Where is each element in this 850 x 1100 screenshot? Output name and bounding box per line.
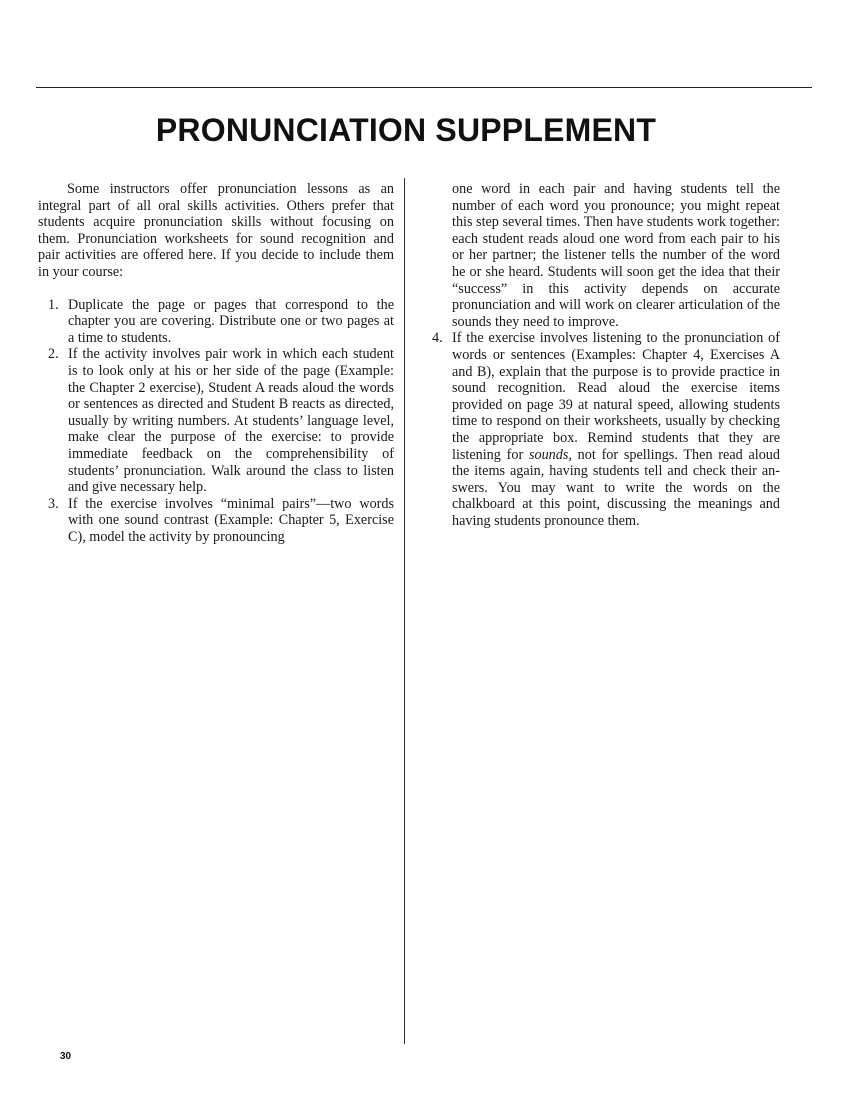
list-item — [422, 330, 780, 529]
right-column — [422, 181, 780, 529]
instruction-list-continued — [422, 330, 780, 529]
column-divider — [404, 178, 405, 1044]
list-item-text-part: If the exercise involves listening to the pronunciation of words or sentences (Examples: Chapter 4, Exercises A and B), explain that the purpose is to provide practice in sound recognition. Read aloud the exercise items provided on page 39 at natural speed, allowing students time to respond on their worksheets, usually by checking the appropriate box. Remind students that they are listening for — [452, 330, 780, 463]
list-item-number: 3. — [48, 495, 59, 512]
paragraph-gap — [38, 281, 394, 297]
list-item — [38, 346, 394, 495]
list-item-continuation: one word in each pair and having students tell the number of each word you pronounce; you might repeat this step several times. Then have students work together: each student reads aloud one word from each pair to his or her partner; the listener tells the number of the word he or she heard. Students will soon get the idea that their “success” in this activity depends on accurate pronunciation and will work on clearer articulation of the sounds they need to improve. — [452, 181, 780, 330]
page-number: 30 — [60, 1051, 72, 1062]
list-item-text — [452, 330, 780, 529]
list-item-number: 2. — [48, 346, 59, 363]
left-column — [38, 181, 394, 545]
list-item-text: If the exercise involves “minimal pairs”—two words with one sound contrast (Example: Chapter 5, Exercise C), model the activity by pronouncing — [68, 495, 394, 545]
list-item — [38, 297, 394, 347]
instruction-list — [38, 297, 394, 546]
list-item-text: If the activity involves pair work in which each student is to look only at his or her side of the page (Example: the Chapter 2 exercise), Student A reads aloud the words or sentences as directed and Student B reacts as directed, usually by writing numbers. At students’ language level, make clear the purpose of the exercise: to provide immediate feedback on the comprehensibility of students’ pronunciation. Walk around the class to listen and give necessary help. — [68, 346, 394, 496]
list-item — [38, 496, 394, 546]
list-item-number: 4. — [432, 330, 443, 347]
page-title: PRONUNCIATION SUPPLEMENT — [155, 112, 657, 148]
intro-paragraph: Some instructors offer pronunciation lessons as an integral part of all oral skills activities. Others prefer that students acquire pronunciation skills without focusing on them. Pronunciation worksheets for sound recognition and pair activities are offered here. If you decide to include them in your course: — [38, 181, 394, 280]
header-rule — [36, 87, 812, 88]
list-item-text-part: , not for spellings. Then read aloud the items again, having students tell and check their answers. You may want to write the words on the chalkboard at this point, discussing the meanings and having students pronounce them. — [452, 446, 780, 529]
list-item-number: 1. — [48, 296, 59, 313]
list-item-text: Duplicate the page or pages that correspond to the chapter you are covering. Distribute one or two pages at a time to students. — [68, 296, 394, 346]
emphasized-word: sounds — [528, 446, 569, 463]
